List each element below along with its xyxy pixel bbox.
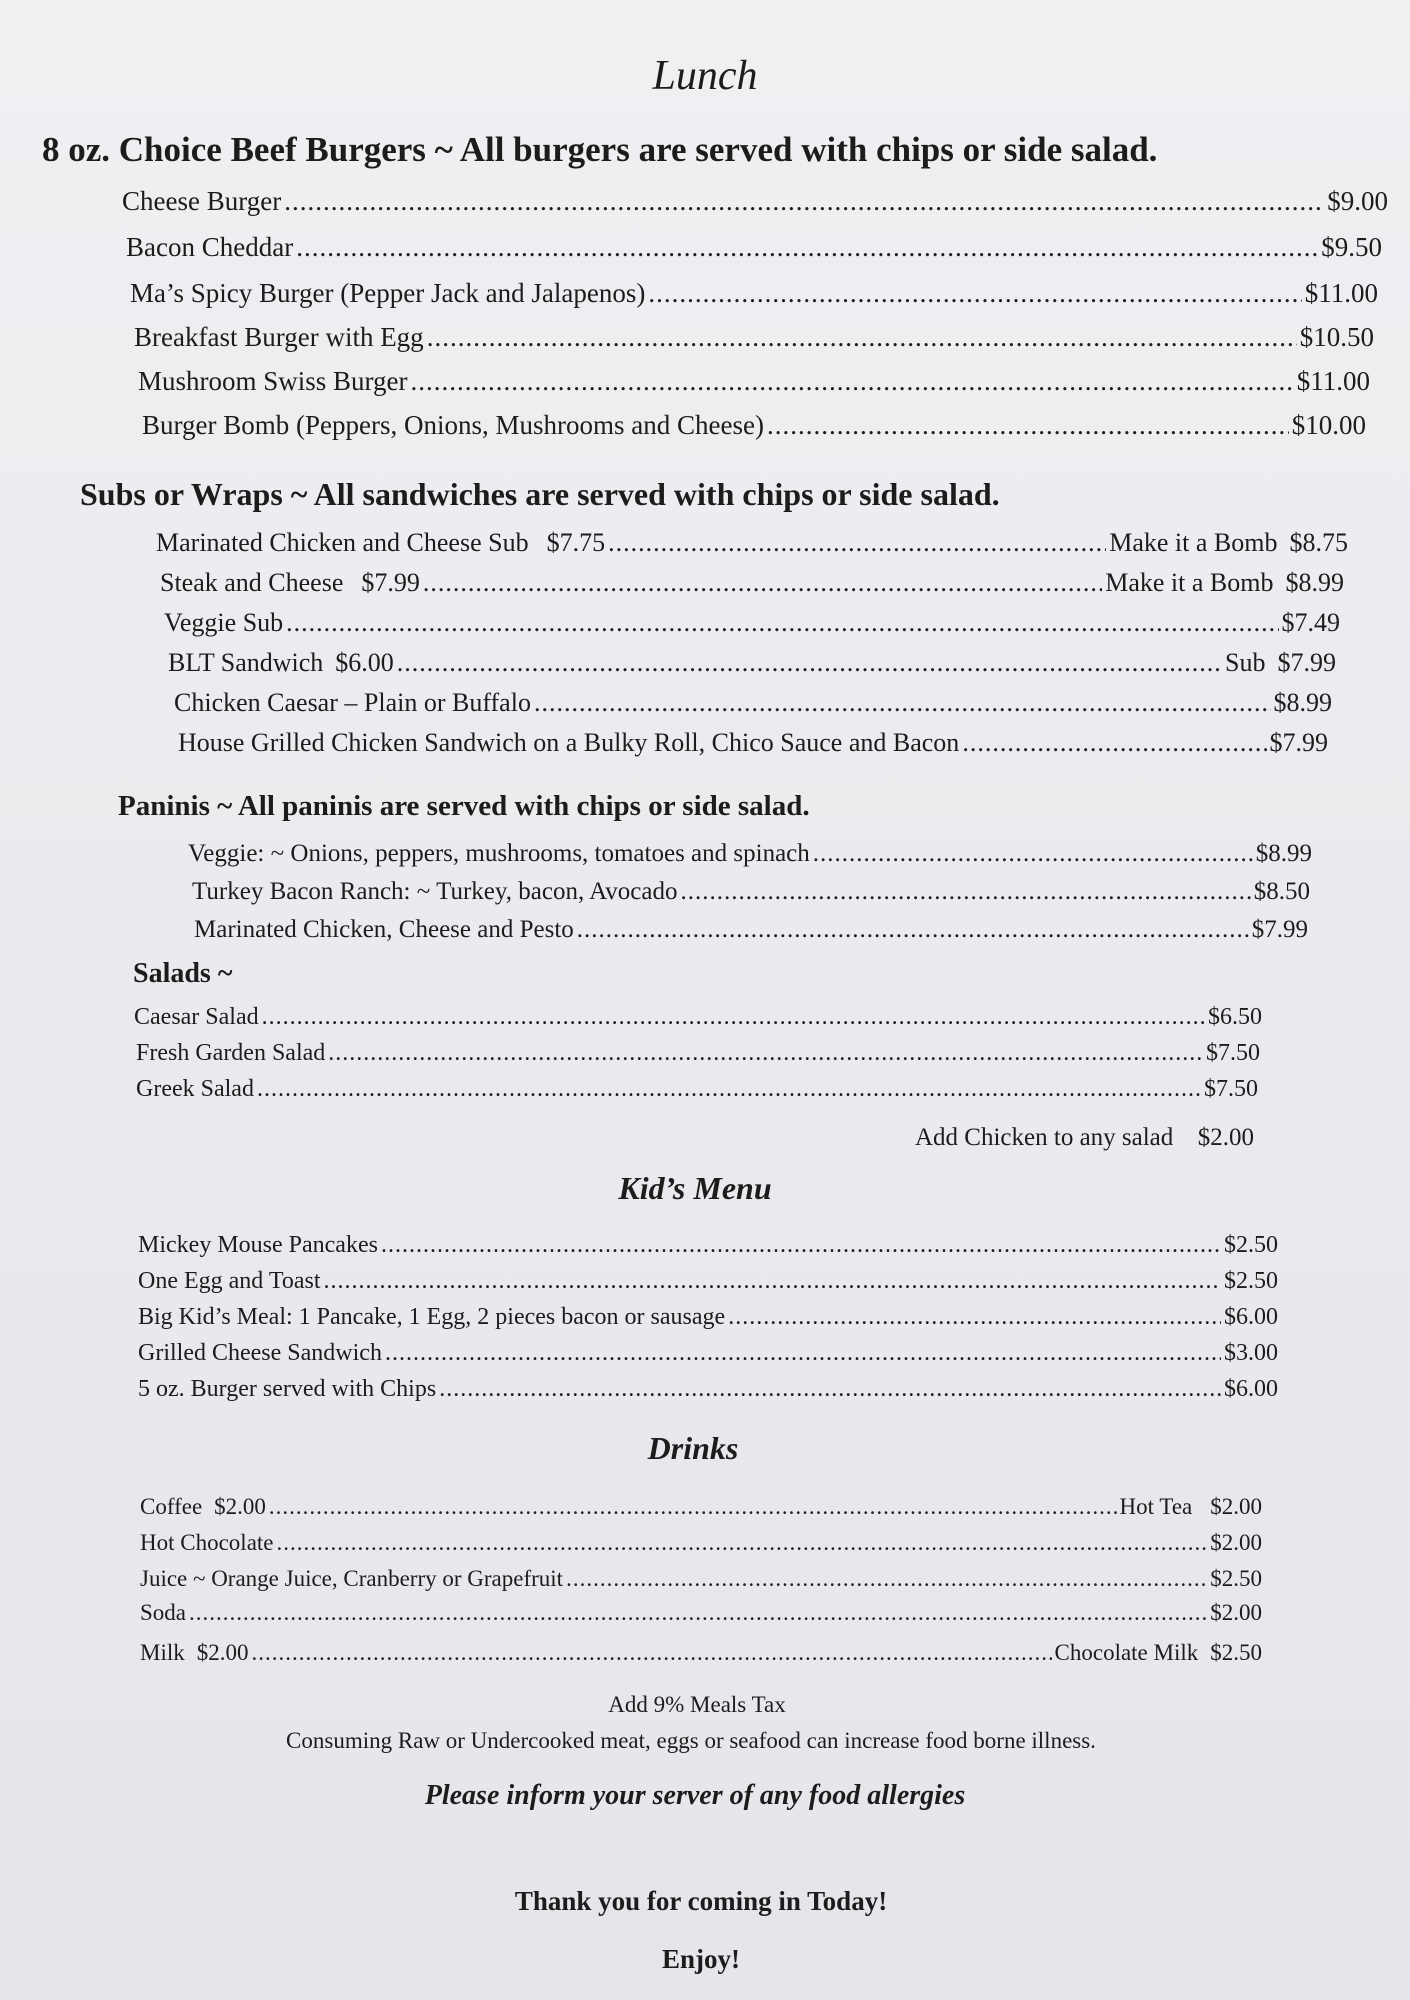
item-name: Soda <box>140 1600 186 1625</box>
item-name: Mushroom Swiss Burger <box>138 366 408 396</box>
item-price: $7.49 <box>1281 608 1340 637</box>
leader-dots <box>262 1004 1205 1031</box>
item-price: $8.99 <box>1285 568 1344 597</box>
leader-dots <box>577 916 1249 944</box>
item-name: Veggie: ~ Onions, peppers, mushrooms, tomatoes and spinach <box>188 840 810 867</box>
menu-item <box>126 232 1382 263</box>
item-name: Cheese Burger <box>122 186 282 216</box>
item-price: $7.50 <box>1204 1076 1258 1102</box>
item-price: $6.00 <box>1224 1304 1278 1330</box>
menu-item <box>130 278 1378 309</box>
menu-item <box>188 840 1312 868</box>
leader-dots <box>251 1640 1051 1666</box>
menu-item <box>168 648 1336 678</box>
item-name: BLT Sandwich <box>168 648 324 677</box>
leader-dots <box>680 878 1250 906</box>
leader-dots <box>411 366 1294 397</box>
leader-dots <box>397 648 1222 678</box>
tax-note: Add 9% Meals Tax <box>608 1692 786 1717</box>
menu-item <box>140 1494 1262 1520</box>
item-name: Juice ~ Orange Juice, Cranberry or Grapefruit <box>140 1566 564 1591</box>
menu-item <box>138 1340 1278 1367</box>
item-name: Turkey Bacon Ranch: ~ Turkey, bacon, Avocado <box>192 878 678 905</box>
menu-item <box>136 1076 1258 1103</box>
menu-item <box>138 366 1370 397</box>
item-name: Veggie Sub <box>164 608 284 637</box>
leader-dots <box>728 1304 1221 1331</box>
leader-dots <box>566 1566 1207 1592</box>
menu-item <box>122 186 1388 217</box>
item-name: Fresh Garden Salad <box>136 1040 326 1066</box>
menu-item <box>156 528 1348 558</box>
menu-item <box>140 1600 1262 1626</box>
item-base-price: $6.00 <box>335 648 394 677</box>
item-price: $2.00 <box>1210 1530 1262 1555</box>
item-price: $8.99 <box>1255 840 1312 867</box>
leader-dots <box>534 688 1271 718</box>
item-option: Make it a Bomb <box>1109 528 1278 557</box>
item-option: Make it a Bomb <box>1105 568 1274 597</box>
item-price: $2.50 <box>1224 1268 1278 1294</box>
menu-item <box>178 728 1328 758</box>
subs-heading: Subs or Wraps ~ All sandwiches are served with chips or side salad. <box>80 476 1000 512</box>
item-name: One Egg and Toast <box>138 1268 321 1294</box>
leader-dots <box>296 232 1318 263</box>
salad-addon <box>915 1124 1254 1152</box>
item-price: $2.00 <box>1210 1600 1262 1625</box>
item-price: $8.50 <box>1253 878 1310 905</box>
menu-item <box>140 1640 1262 1666</box>
burgers-heading: 8 oz. Choice Beef Burgers ~ All burgers are served with chips or side salad. <box>42 130 1158 169</box>
item-price: $2.00 <box>1210 1494 1262 1519</box>
menu-item <box>140 1566 1262 1592</box>
item-price: $8.99 <box>1273 688 1332 717</box>
item-name: Marinated Chicken and Cheese Sub <box>156 528 529 557</box>
item-price: $7.99 <box>1251 916 1308 943</box>
item-name: Breakfast Burger with Egg <box>134 322 424 352</box>
item-price: $6.50 <box>1208 1004 1262 1030</box>
menu-item <box>134 1004 1262 1031</box>
item-price: $7.50 <box>1206 1040 1260 1066</box>
leader-dots <box>648 278 1301 309</box>
item-price: $8.75 <box>1289 528 1348 557</box>
item-price: $7.99 <box>1277 648 1336 677</box>
leader-dots <box>608 528 1106 558</box>
menu-item <box>160 568 1344 598</box>
menu-item <box>142 410 1366 441</box>
leader-dots <box>962 728 1266 758</box>
item-price: $3.00 <box>1224 1340 1278 1366</box>
menu-item <box>138 1376 1278 1403</box>
leader-dots <box>385 1340 1221 1367</box>
menu-item <box>194 916 1308 944</box>
menu-item <box>138 1304 1278 1331</box>
menu-item <box>140 1530 1262 1556</box>
menu-item <box>136 1040 1260 1067</box>
item-price: $2.50 <box>1210 1566 1262 1591</box>
item-name: Bacon Cheddar <box>126 232 294 262</box>
item-price: $9.00 <box>1327 186 1388 216</box>
leader-dots <box>439 1376 1221 1403</box>
item-base-price: $2.00 <box>196 1640 249 1665</box>
menu-item <box>164 608 1340 638</box>
menu-title: Lunch <box>652 53 758 99</box>
addon-price: $2.00 <box>1197 1124 1255 1151</box>
item-name: Milk <box>140 1640 185 1665</box>
health-warning: Consuming Raw or Undercooked meat, eggs or seafood can increase food borne illness. <box>286 1728 1096 1753</box>
thank-you: Thank you for coming in Today! <box>514 1886 888 1916</box>
item-name: Hot Chocolate <box>140 1530 274 1555</box>
item-price: $10.00 <box>1291 410 1366 440</box>
item-price: $7.99 <box>1269 728 1328 757</box>
leader-dots <box>324 1268 1221 1295</box>
menu-item <box>134 322 1374 353</box>
leader-dots <box>286 608 1278 638</box>
item-price: $9.50 <box>1321 232 1382 262</box>
item-price: $10.50 <box>1299 322 1374 352</box>
item-name: Steak and Cheese <box>160 568 344 597</box>
item-price: $2.50 <box>1224 1232 1278 1258</box>
item-option: Chocolate Milk <box>1054 1640 1199 1665</box>
item-name: Caesar Salad <box>134 1004 259 1030</box>
item-option: Hot Tea <box>1119 1494 1193 1519</box>
item-name: Mickey Mouse Pancakes <box>138 1232 378 1258</box>
salads-heading: Salads ~ <box>133 958 233 989</box>
item-name: Greek Salad <box>136 1076 254 1102</box>
item-base-price: $7.75 <box>546 528 606 557</box>
leader-dots <box>767 410 1289 441</box>
item-name: 5 oz. Burger served with Chips <box>138 1376 437 1402</box>
item-price: $6.00 <box>1224 1376 1278 1402</box>
enjoy: Enjoy! <box>661 1944 740 1974</box>
leader-dots <box>269 1494 1117 1520</box>
item-name: Coffee <box>140 1494 203 1519</box>
item-name: Burger Bomb (Peppers, Onions, Mushrooms and Cheese) <box>142 410 764 440</box>
item-base-price: $2.00 <box>214 1494 266 1519</box>
leader-dots <box>813 840 1253 868</box>
menu-item <box>138 1268 1278 1295</box>
drinks-heading: Drinks <box>647 1430 739 1466</box>
paninis-heading: Paninis ~ All paninis are served with chips or side salad. <box>118 790 810 822</box>
leader-dots <box>284 186 1324 217</box>
leader-dots <box>328 1040 1203 1067</box>
leader-dots <box>427 322 1297 353</box>
item-name: Chicken Caesar – Plain or Buffalo <box>174 688 531 717</box>
item-price: $11.00 <box>1296 366 1370 396</box>
leader-dots <box>189 1600 1207 1626</box>
allergy-note: Please inform your server of any food allergies <box>424 1780 966 1811</box>
leader-dots <box>381 1232 1221 1259</box>
leader-dots <box>257 1076 1201 1103</box>
item-name: House Grilled Chicken Sandwich on a Bulky Roll, Chico Sauce and Bacon <box>178 728 960 757</box>
addon-label: Add Chicken to any salad <box>915 1124 1174 1151</box>
menu-item <box>138 1232 1278 1259</box>
kids-heading: Kid’s Menu <box>618 1170 772 1206</box>
item-price: $2.50 <box>1210 1640 1262 1665</box>
item-name: Ma’s Spicy Burger (Pepper Jack and Jalapenos) <box>130 278 646 308</box>
item-price: $11.00 <box>1304 278 1378 308</box>
menu-item <box>192 878 1310 906</box>
item-base-price: $7.99 <box>361 568 420 597</box>
menu-item <box>174 688 1332 718</box>
item-name: Big Kid’s Meal: 1 Pancake, 1 Egg, 2 pieces bacon or sausage <box>138 1304 726 1330</box>
item-name: Grilled Cheese Sandwich <box>138 1340 382 1366</box>
item-option: Sub <box>1225 648 1266 677</box>
leader-dots <box>277 1530 1208 1556</box>
item-name: Marinated Chicken, Cheese and Pesto <box>194 916 574 943</box>
leader-dots <box>423 568 1102 598</box>
